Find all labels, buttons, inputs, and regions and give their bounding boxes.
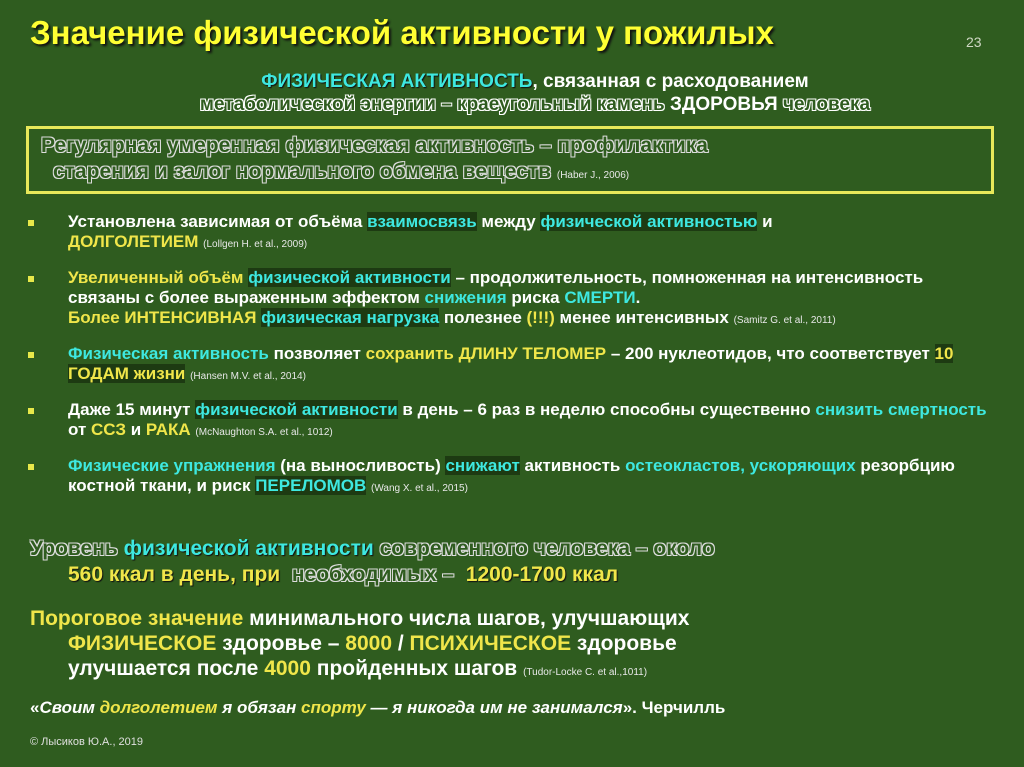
box-ref: (Haber J., 2006) bbox=[556, 170, 630, 181]
level-line-1 bbox=[30, 536, 1010, 562]
list-item bbox=[28, 344, 998, 387]
keyword: ФИЗИЧЕСКОЕ bbox=[68, 632, 217, 655]
text: — я никогда им не занимался bbox=[365, 698, 623, 717]
text: « bbox=[30, 698, 40, 717]
bullet-list bbox=[28, 212, 998, 512]
citation: (Lollgen H. et al., 2009) bbox=[203, 239, 308, 250]
text: Даже 15 минут bbox=[68, 400, 196, 419]
keyword: 10 ГОДАМ жизни bbox=[68, 344, 954, 383]
bullet-marker bbox=[28, 220, 34, 226]
step-threshold-statement bbox=[30, 606, 1010, 685]
text: риска bbox=[506, 288, 565, 307]
text: улучшается после bbox=[68, 657, 265, 680]
intro-line2-a: метаболической энергии – краеугольный камень bbox=[199, 94, 670, 115]
intro-health: ЗДОРОВЬЯ bbox=[669, 94, 778, 115]
text: в день – 6 раз в неделю способны существенно bbox=[397, 400, 816, 419]
text: полезнее bbox=[439, 308, 527, 327]
keyword: физическая нагрузка bbox=[261, 308, 440, 327]
keyword: РАКА bbox=[145, 420, 191, 439]
citation: (Samitz G. et al., 2011) bbox=[733, 315, 836, 326]
text: и bbox=[757, 212, 773, 231]
level-line-2 bbox=[30, 562, 1010, 588]
slide-number: 23 bbox=[966, 34, 982, 50]
text: между bbox=[476, 212, 541, 231]
text: Уровень bbox=[30, 537, 124, 560]
keyword: долголетием bbox=[99, 698, 218, 717]
text: я обязан bbox=[217, 698, 302, 717]
text: – продолжительность, помноженная на интенсивность связаны с более выраженным эффектом bbox=[68, 268, 924, 307]
keyword: снижают bbox=[445, 456, 520, 475]
intro-line-2 bbox=[70, 93, 1000, 116]
text: . bbox=[635, 288, 641, 307]
keyword: физической активности bbox=[195, 400, 398, 419]
text: необходимых – bbox=[291, 563, 455, 586]
citation: (McNaughton S.A. et al., 1012) bbox=[195, 427, 333, 438]
keyword: физической активностью bbox=[540, 212, 758, 231]
intro-statement bbox=[70, 70, 1000, 116]
keyword: Физические упражнения bbox=[68, 456, 276, 475]
keyword: ПСИХИЧЕСКОЕ bbox=[409, 632, 572, 655]
bullet-marker bbox=[28, 352, 34, 358]
text: современного человека – около bbox=[373, 537, 715, 560]
box-line-1: Регулярная умеренная физическая активность – профилактика bbox=[41, 134, 708, 157]
box-line-2 bbox=[41, 159, 979, 189]
intro-line2-b: человека bbox=[777, 94, 871, 115]
text: от bbox=[68, 420, 92, 439]
threshold-line-2 bbox=[30, 631, 1010, 656]
text: резорбцию костной ткани, и риск bbox=[68, 456, 955, 495]
highlight-box bbox=[26, 126, 994, 194]
keyword: 1200-1700 ккал bbox=[465, 563, 619, 586]
slide-title: Значение физической активности у пожилых bbox=[30, 14, 774, 51]
text: позволяет bbox=[268, 344, 366, 363]
keyword: 4000 bbox=[264, 657, 311, 680]
keyword: ПЕРЕЛОМОВ bbox=[255, 476, 367, 495]
list-item bbox=[28, 400, 998, 443]
text: ». Черчилль bbox=[622, 698, 726, 717]
keyword: 8000 bbox=[345, 632, 393, 655]
keyword: физической активности bbox=[248, 268, 451, 287]
citation: (Tudor-Locke C. et al.,1011) bbox=[523, 667, 648, 678]
list-item bbox=[28, 456, 998, 499]
text: (на выносливость) bbox=[275, 456, 446, 475]
threshold-line-1 bbox=[30, 606, 1010, 631]
text: активность bbox=[519, 456, 626, 475]
list-item bbox=[28, 268, 998, 331]
keyword: СМЕРТИ bbox=[564, 288, 636, 307]
bullet-marker bbox=[28, 464, 34, 470]
text: менее интенсивных bbox=[554, 308, 729, 327]
keyword: снизить смертность bbox=[815, 400, 987, 419]
keyword: снижения bbox=[424, 288, 507, 307]
citation: (Hansen M.V. et al., 2014) bbox=[190, 371, 306, 382]
keyword: (!!!) bbox=[526, 308, 555, 327]
keyword: Физическая активность bbox=[68, 344, 269, 363]
text: – 200 нуклеотидов, что соответствует bbox=[606, 344, 935, 363]
text: / bbox=[392, 632, 410, 655]
text: здоровье – bbox=[216, 632, 346, 655]
keyword: физической активности bbox=[123, 537, 374, 560]
activity-level-statement bbox=[30, 536, 1010, 588]
keyword: спорту bbox=[301, 698, 366, 717]
keyword: Увеличенный объём bbox=[68, 268, 244, 287]
text: Установлена зависимая от объёма bbox=[68, 212, 368, 231]
keyword: 560 ккал в день, при bbox=[68, 563, 281, 586]
box-line-2-text: старения и залог нормального обмена веществ bbox=[53, 160, 552, 183]
keyword: остеокластов, ускоряющих bbox=[625, 456, 856, 475]
keyword: Пороговое значение bbox=[30, 607, 244, 630]
keyword: ССЗ bbox=[91, 420, 126, 439]
text: и bbox=[126, 420, 146, 439]
bullet-marker bbox=[28, 408, 34, 414]
copyright: © Лысиков Ю.А., 2019 bbox=[30, 736, 144, 748]
citation: (Wang X. et al., 2015) bbox=[371, 483, 468, 494]
list-item bbox=[28, 212, 998, 255]
text: Своим bbox=[39, 698, 100, 717]
text: минимального числа шагов, улучшающих bbox=[243, 607, 690, 630]
keyword: ДОЛГОЛЕТИЕМ bbox=[68, 232, 199, 251]
keyword: взаимосвязь bbox=[367, 212, 477, 231]
intro-line-1 bbox=[70, 70, 1000, 93]
keyword: Более ИНТЕНСИВНАЯ bbox=[68, 308, 257, 327]
intro-term: ФИЗИЧЕСКАЯ АКТИВНОСТЬ bbox=[261, 71, 533, 92]
bullet-marker bbox=[28, 276, 34, 282]
intro-line1-rest: , связанная с расходованием bbox=[532, 71, 809, 92]
keyword: сохранить ДЛИНУ ТЕЛОМЕР bbox=[365, 344, 607, 363]
churchill-quote bbox=[30, 698, 1010, 718]
text: здоровье bbox=[571, 632, 677, 655]
text: пройденных шагов bbox=[310, 657, 518, 680]
threshold-line-3 bbox=[30, 656, 1010, 685]
